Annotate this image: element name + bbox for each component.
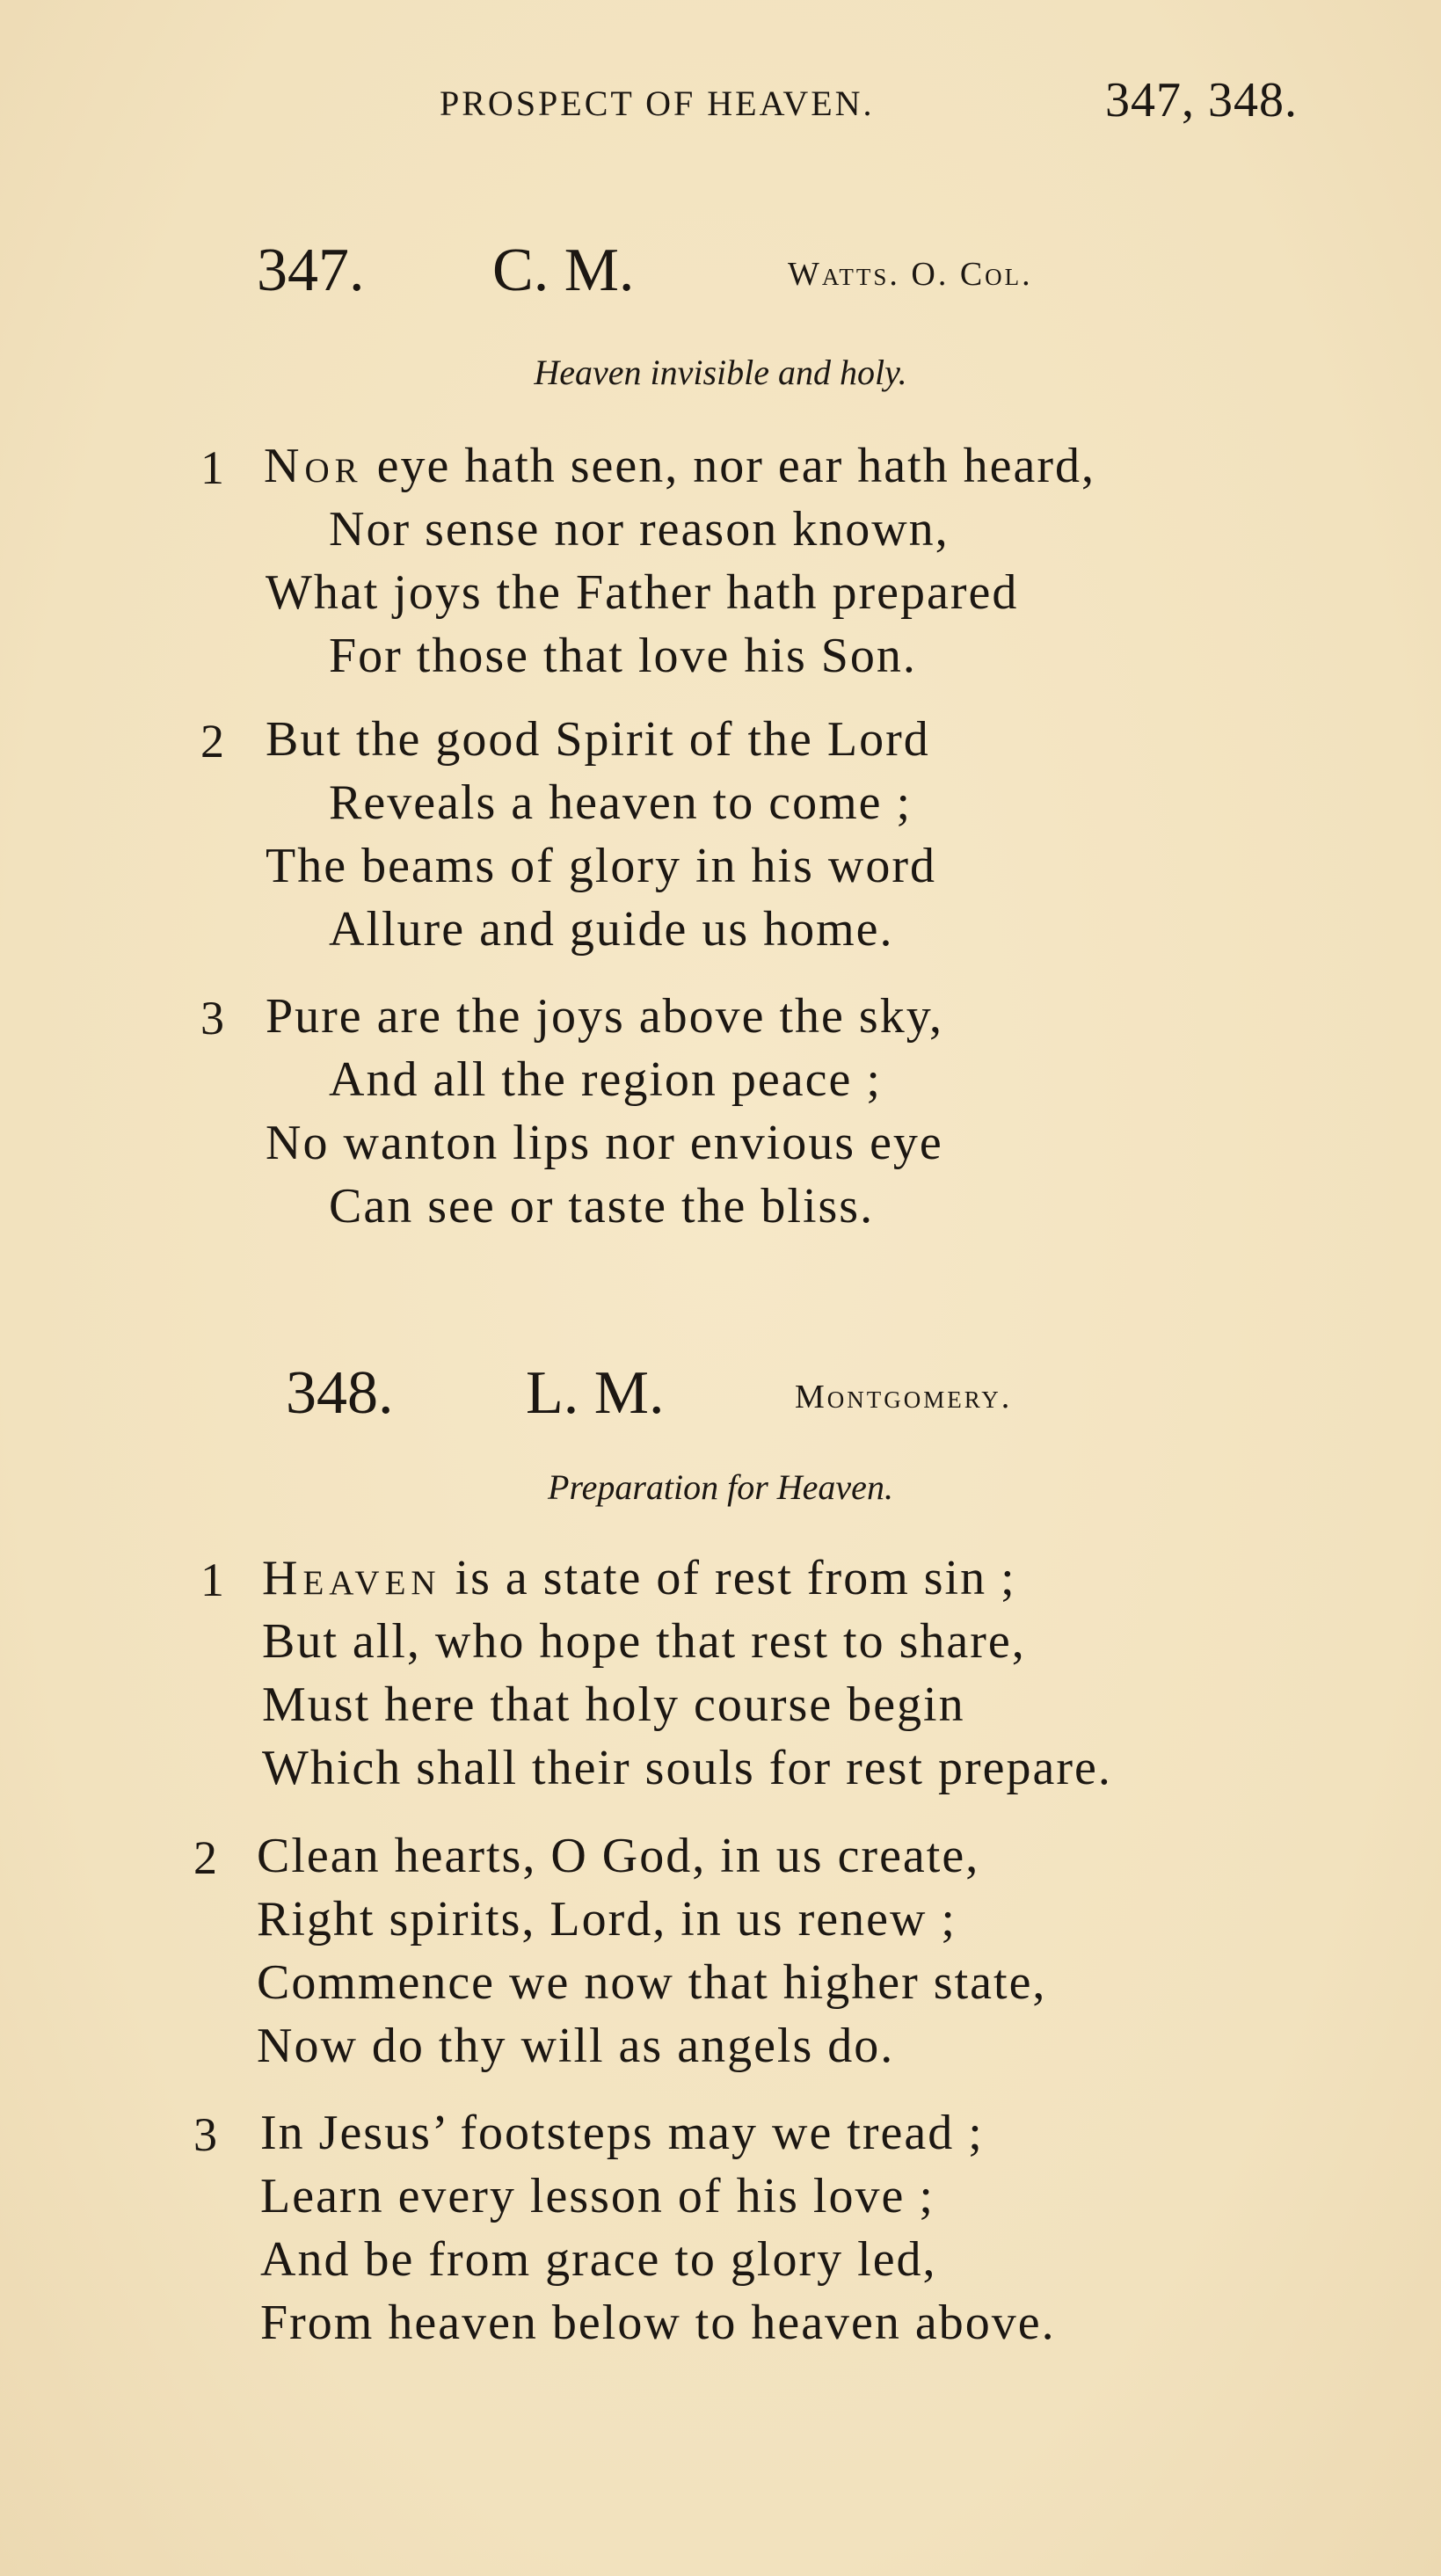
stanza-number: 1 [200,1554,224,1606]
verse-line [262,1551,1016,1605]
hymn-author: Montgomery. [795,1379,1013,1415]
verse-line [264,441,1095,491]
verse-line: Right spirits, Lord, in us renew ; [257,1892,957,1947]
verse-line: The beams of glory in his word [266,839,936,893]
verse-line-rest: is a state of rest from sin ; [440,1551,1016,1605]
verse-line: Pure are the joys above the sky, [266,989,944,1044]
hymn-meter: C. M. [492,236,635,304]
verse-line: Nor sense nor reason known, [329,502,950,557]
verse-line: Commence we now that higher state, [257,1955,1047,2010]
stanza-number: 3 [193,2108,217,2161]
stanza-number: 2 [193,1831,217,1884]
verse-line: And all the region peace ; [329,1052,882,1107]
running-head-page-numbers: 347, 348. [1105,73,1298,127]
verse-line: Allure and guide us home. [329,902,894,957]
verse-line: From heaven below to heaven above. [260,2296,1056,2350]
hymn-meter: L. M. [526,1359,665,1427]
hymn-author: Watts. O. Col. [788,256,1033,293]
hymn-number: 348. [286,1359,394,1427]
verse-line: Now do thy will as angels do. [257,2019,895,2073]
first-word: Heaven [262,1551,441,1605]
verse-line: Must here that holy course begin [262,1677,965,1732]
hymn-header [0,1358,1441,1437]
hymn-subtitle: Preparation for Heaven. [548,1467,893,1507]
verse-line: But the good Spirit of the Lord [266,712,930,767]
verse-line-rest: eye hath seen, nor ear hath heard, [362,439,1096,493]
verse-line: For those that love his Son. [329,629,917,683]
verse-line: Reveals a heaven to come ; [329,775,913,830]
verse-line: No wanton lips nor envious eye [266,1116,943,1170]
first-word: Nor [264,439,363,493]
hymn-number: 347. [257,236,365,304]
stanza-number: 1 [200,441,224,494]
verse-line: What joys the Father hath prepared [266,565,1019,620]
stanza-number: 2 [200,715,224,768]
hymn-subtitle: Heaven invisible and holy. [534,353,907,392]
stanza-number: 3 [200,992,224,1044]
verse-line: But all, who hope that rest to share, [262,1614,1026,1669]
verse-line: Learn every lesson of his love ; [260,2169,935,2223]
verse-line: In Jesus’ footsteps may we tread ; [260,2106,984,2160]
verse-line: Which shall their souls for rest prepare. [262,1741,1112,1795]
hymn-header [0,236,1441,315]
verse-line: Clean hearts, O God, in us create, [257,1829,980,1883]
running-head-title: PROSPECT OF HEAVEN. [440,84,875,123]
verse-line: And be from grace to glory led, [260,2232,937,2287]
verse-line: Can see or taste the bliss. [329,1179,875,1233]
running-head [440,72,1354,134]
